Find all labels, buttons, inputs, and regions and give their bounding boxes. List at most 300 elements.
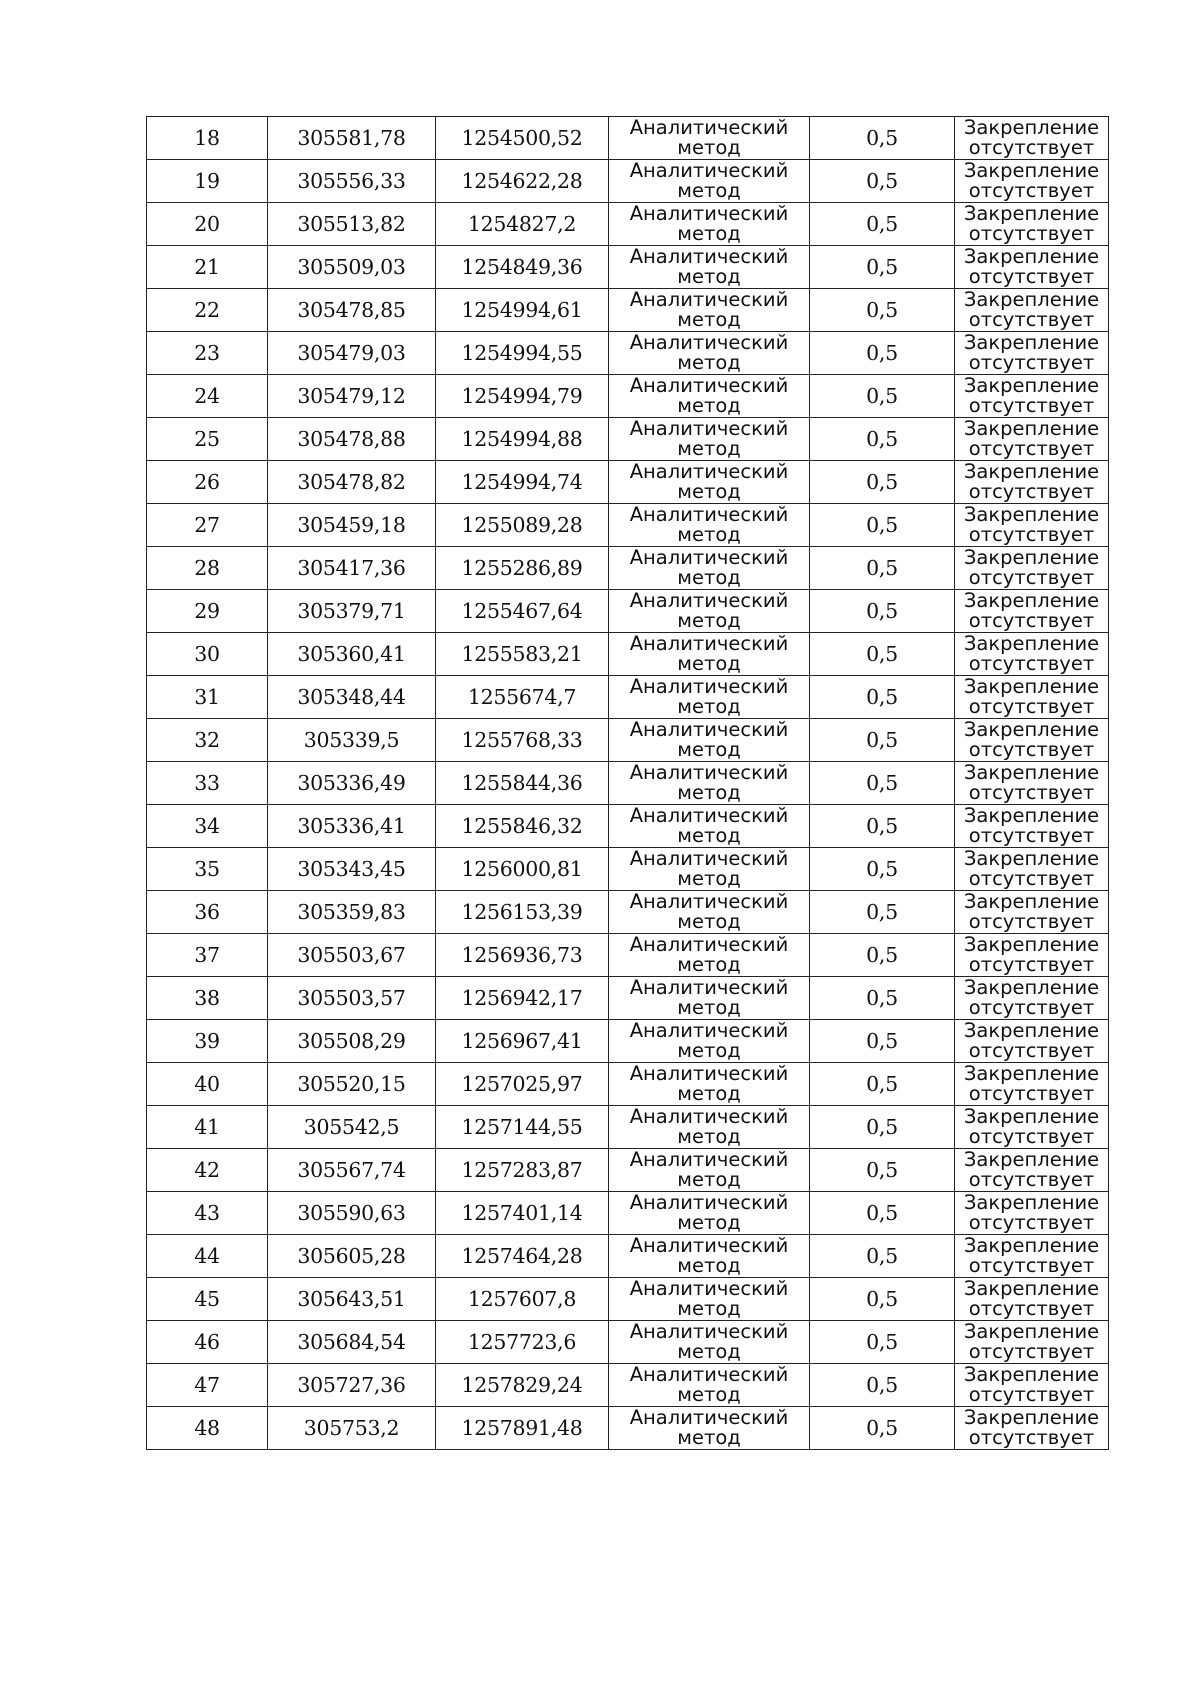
y-coordinate-cell: 1255674,7: [436, 676, 609, 719]
fixing-text-line: отсутствует: [968, 308, 1095, 331]
y-coordinate-cell: 1255286,89: [436, 547, 609, 590]
method-cell: [609, 762, 810, 805]
method-text-line: метод: [677, 308, 741, 331]
method-text-line: метод: [677, 394, 741, 417]
y-coordinate-cell: 1256000,81: [436, 848, 609, 891]
y-coordinate-cell: 1254849,36: [436, 246, 609, 289]
fixing-text-line: отсутствует: [968, 781, 1095, 804]
accuracy-cell: 0,5: [810, 1149, 955, 1192]
x-coordinate-cell: 305513,82: [268, 203, 436, 246]
method-text-line: Аналитический: [629, 933, 789, 956]
method-text-line: Аналитический: [629, 116, 789, 139]
fixing-description-cell: [955, 246, 1109, 289]
method-text-line: метод: [677, 1211, 741, 1234]
point-number-cell: 20: [147, 203, 268, 246]
y-coordinate-cell: 1257723,6: [436, 1321, 609, 1364]
fixing-description-cell: [955, 977, 1109, 1020]
x-coordinate-cell: 305556,33: [268, 160, 436, 203]
method-text-line: Аналитический: [629, 1148, 789, 1171]
fixing-text-line: Закрепление: [963, 417, 1100, 440]
fixing-text-line: Закрепление: [963, 546, 1100, 569]
y-coordinate-cell: 1257283,87: [436, 1149, 609, 1192]
x-coordinate-cell: 305478,88: [268, 418, 436, 461]
point-number-cell: 45: [147, 1278, 268, 1321]
y-coordinate-cell: 1257829,24: [436, 1364, 609, 1407]
point-number-cell: 22: [147, 289, 268, 332]
method-text-line: Аналитический: [629, 761, 789, 784]
fixing-text-line: отсутствует: [968, 996, 1095, 1019]
point-number-cell: 28: [147, 547, 268, 590]
fixing-description-cell: [955, 1278, 1109, 1321]
y-coordinate-cell: 1257401,14: [436, 1192, 609, 1235]
fixing-text-line: Закрепление: [963, 245, 1100, 268]
accuracy-cell: 0,5: [810, 1192, 955, 1235]
accuracy-cell: 0,5: [810, 418, 955, 461]
x-coordinate-cell: 305379,71: [268, 590, 436, 633]
method-text-line: Аналитический: [629, 718, 789, 741]
fixing-text-line: Закрепление: [963, 933, 1100, 956]
method-text-line: Аналитический: [629, 1406, 789, 1429]
x-coordinate-cell: 305520,15: [268, 1063, 436, 1106]
x-coordinate-cell: 305503,57: [268, 977, 436, 1020]
fixing-text-line: Закрепление: [963, 503, 1100, 526]
x-coordinate-cell: 305336,49: [268, 762, 436, 805]
table-row: [147, 504, 1109, 547]
method-text-line: Аналитический: [629, 417, 789, 440]
method-text-line: Аналитический: [629, 546, 789, 569]
fixing-text-line: Закрепление: [963, 804, 1100, 827]
method-cell: [609, 1364, 810, 1407]
x-coordinate-cell: 305459,18: [268, 504, 436, 547]
method-cell: [609, 246, 810, 289]
table-row: [147, 117, 1109, 160]
x-coordinate-cell: 305727,36: [268, 1364, 436, 1407]
accuracy-cell: 0,5: [810, 633, 955, 676]
x-coordinate-cell: 305508,29: [268, 1020, 436, 1063]
fixing-text-line: отсутствует: [968, 1082, 1095, 1105]
table-body: [147, 117, 1109, 1450]
y-coordinate-cell: 1255467,64: [436, 590, 609, 633]
method-text-line: метод: [677, 136, 741, 159]
accuracy-cell: 0,5: [810, 1407, 955, 1450]
x-coordinate-cell: 305479,12: [268, 375, 436, 418]
fixing-description-cell: [955, 1063, 1109, 1106]
table-row: [147, 1364, 1109, 1407]
method-text-line: Аналитический: [629, 675, 789, 698]
method-text-line: метод: [677, 910, 741, 933]
method-cell: [609, 504, 810, 547]
table-row: [147, 461, 1109, 504]
method-cell: [609, 1407, 810, 1450]
method-text-line: метод: [677, 695, 741, 718]
method-text-line: метод: [677, 652, 741, 675]
point-number-cell: 34: [147, 805, 268, 848]
table-row: [147, 1321, 1109, 1364]
method-text-line: метод: [677, 1297, 741, 1320]
x-coordinate-cell: 305479,03: [268, 332, 436, 375]
accuracy-cell: 0,5: [810, 719, 955, 762]
method-text-line: Аналитический: [629, 159, 789, 182]
fixing-description-cell: [955, 418, 1109, 461]
table-row: [147, 977, 1109, 1020]
fixing-text-line: Закрепление: [963, 976, 1100, 999]
table-row: [147, 848, 1109, 891]
method-text-line: метод: [677, 1125, 741, 1148]
method-cell: [609, 160, 810, 203]
point-number-cell: 27: [147, 504, 268, 547]
fixing-text-line: Закрепление: [963, 331, 1100, 354]
table-row: [147, 1235, 1109, 1278]
y-coordinate-cell: 1257464,28: [436, 1235, 609, 1278]
table-row: [147, 203, 1109, 246]
method-text-line: метод: [677, 566, 741, 589]
point-number-cell: 31: [147, 676, 268, 719]
point-number-cell: 26: [147, 461, 268, 504]
fixing-text-line: Закрепление: [963, 460, 1100, 483]
point-number-cell: 47: [147, 1364, 268, 1407]
point-number-cell: 40: [147, 1063, 268, 1106]
method-text-line: Аналитический: [629, 1062, 789, 1085]
fixing-text-line: Закрепление: [963, 1406, 1100, 1429]
method-cell: [609, 977, 810, 1020]
x-coordinate-cell: 305581,78: [268, 117, 436, 160]
fixing-text-line: отсутствует: [968, 1211, 1095, 1234]
table-row: [147, 1106, 1109, 1149]
method-text-line: Аналитический: [629, 331, 789, 354]
fixing-text-line: Закрепление: [963, 1148, 1100, 1171]
fixing-text-line: Закрепление: [963, 288, 1100, 311]
point-number-cell: 41: [147, 1106, 268, 1149]
method-text-line: Аналитический: [629, 847, 789, 870]
fixing-description-cell: [955, 1149, 1109, 1192]
method-cell: [609, 676, 810, 719]
table-row: [147, 160, 1109, 203]
fixing-description-cell: [955, 289, 1109, 332]
table-row: [147, 547, 1109, 590]
coordinates-table: [146, 116, 1109, 1450]
fixing-description-cell: [955, 891, 1109, 934]
x-coordinate-cell: 305503,67: [268, 934, 436, 977]
accuracy-cell: 0,5: [810, 977, 955, 1020]
accuracy-cell: 0,5: [810, 504, 955, 547]
method-text-line: метод: [677, 738, 741, 761]
fixing-description-cell: [955, 676, 1109, 719]
method-cell: [609, 289, 810, 332]
method-text-line: Аналитический: [629, 202, 789, 225]
method-cell: [609, 1278, 810, 1321]
method-cell: [609, 1321, 810, 1364]
method-text-line: метод: [677, 1383, 741, 1406]
accuracy-cell: 0,5: [810, 375, 955, 418]
method-text-line: метод: [677, 222, 741, 245]
method-text-line: Аналитический: [629, 460, 789, 483]
accuracy-cell: 0,5: [810, 1364, 955, 1407]
method-cell: [609, 590, 810, 633]
fixing-text-line: отсутствует: [968, 1039, 1095, 1062]
method-text-line: метод: [677, 1082, 741, 1105]
x-coordinate-cell: 305359,83: [268, 891, 436, 934]
method-cell: [609, 719, 810, 762]
point-number-cell: 23: [147, 332, 268, 375]
y-coordinate-cell: 1255844,36: [436, 762, 609, 805]
point-number-cell: 39: [147, 1020, 268, 1063]
y-coordinate-cell: 1257025,97: [436, 1063, 609, 1106]
fixing-text-line: отсутствует: [968, 179, 1095, 202]
fixing-text-line: Закрепление: [963, 1320, 1100, 1343]
method-cell: [609, 1020, 810, 1063]
fixing-text-line: отсутствует: [968, 1254, 1095, 1277]
table-row: [147, 246, 1109, 289]
x-coordinate-cell: 305643,51: [268, 1278, 436, 1321]
fixing-description-cell: [955, 633, 1109, 676]
method-cell: [609, 332, 810, 375]
fixing-text-line: Закрепление: [963, 847, 1100, 870]
fixing-description-cell: [955, 934, 1109, 977]
fixing-description-cell: [955, 117, 1109, 160]
method-cell: [609, 805, 810, 848]
accuracy-cell: 0,5: [810, 1321, 955, 1364]
table-row: [147, 1149, 1109, 1192]
y-coordinate-cell: 1256936,73: [436, 934, 609, 977]
y-coordinate-cell: 1254994,61: [436, 289, 609, 332]
method-text-line: Аналитический: [629, 1320, 789, 1343]
method-cell: [609, 1106, 810, 1149]
table-row: [147, 1278, 1109, 1321]
fixing-text-line: отсутствует: [968, 265, 1095, 288]
table-row: [147, 590, 1109, 633]
point-number-cell: 37: [147, 934, 268, 977]
method-text-line: Аналитический: [629, 1363, 789, 1386]
accuracy-cell: 0,5: [810, 547, 955, 590]
y-coordinate-cell: 1254994,55: [436, 332, 609, 375]
fixing-text-line: отсутствует: [968, 738, 1095, 761]
x-coordinate-cell: 305336,41: [268, 805, 436, 848]
y-coordinate-cell: 1254500,52: [436, 117, 609, 160]
method-text-line: метод: [677, 781, 741, 804]
fixing-text-line: Закрепление: [963, 116, 1100, 139]
method-text-line: метод: [677, 1168, 741, 1191]
accuracy-cell: 0,5: [810, 461, 955, 504]
fixing-description-cell: [955, 547, 1109, 590]
accuracy-cell: 0,5: [810, 246, 955, 289]
method-text-line: метод: [677, 609, 741, 632]
accuracy-cell: 0,5: [810, 117, 955, 160]
fixing-text-line: отсутствует: [968, 351, 1095, 374]
accuracy-cell: 0,5: [810, 160, 955, 203]
table-row: [147, 719, 1109, 762]
y-coordinate-cell: 1254994,88: [436, 418, 609, 461]
fixing-text-line: Закрепление: [963, 632, 1100, 655]
method-text-line: метод: [677, 179, 741, 202]
point-number-cell: 18: [147, 117, 268, 160]
method-cell: [609, 1192, 810, 1235]
fixing-description-cell: [955, 590, 1109, 633]
table-row: [147, 1063, 1109, 1106]
method-text-line: метод: [677, 1340, 741, 1363]
fixing-description-cell: [955, 375, 1109, 418]
table-row: [147, 1407, 1109, 1450]
fixing-text-line: отсутствует: [968, 437, 1095, 460]
fixing-text-line: отсутствует: [968, 222, 1095, 245]
fixing-text-line: Закрепление: [963, 1019, 1100, 1042]
y-coordinate-cell: 1254994,74: [436, 461, 609, 504]
point-number-cell: 33: [147, 762, 268, 805]
fixing-description-cell: [955, 461, 1109, 504]
fixing-text-line: отсутствует: [968, 523, 1095, 546]
table-row: [147, 418, 1109, 461]
method-text-line: метод: [677, 953, 741, 976]
fixing-text-line: отсутствует: [968, 1125, 1095, 1148]
table-row: [147, 289, 1109, 332]
fixing-text-line: отсутствует: [968, 910, 1095, 933]
y-coordinate-cell: 1255089,28: [436, 504, 609, 547]
method-cell: [609, 934, 810, 977]
point-number-cell: 32: [147, 719, 268, 762]
x-coordinate-cell: 305542,5: [268, 1106, 436, 1149]
table-row: [147, 1020, 1109, 1063]
point-number-cell: 42: [147, 1149, 268, 1192]
fixing-text-line: отсутствует: [968, 1340, 1095, 1363]
fixing-description-cell: [955, 1235, 1109, 1278]
method-text-line: Аналитический: [629, 804, 789, 827]
fixing-text-line: Закрепление: [963, 761, 1100, 784]
accuracy-cell: 0,5: [810, 590, 955, 633]
y-coordinate-cell: 1254622,28: [436, 160, 609, 203]
fixing-text-line: отсутствует: [968, 953, 1095, 976]
point-number-cell: 29: [147, 590, 268, 633]
point-number-cell: 19: [147, 160, 268, 203]
method-text-line: метод: [677, 1254, 741, 1277]
method-cell: [609, 1235, 810, 1278]
method-text-line: метод: [677, 265, 741, 288]
y-coordinate-cell: 1255768,33: [436, 719, 609, 762]
method-cell: [609, 633, 810, 676]
method-text-line: метод: [677, 437, 741, 460]
method-text-line: Аналитический: [629, 632, 789, 655]
method-cell: [609, 418, 810, 461]
accuracy-cell: 0,5: [810, 332, 955, 375]
y-coordinate-cell: 1257891,48: [436, 1407, 609, 1450]
method-text-line: Аналитический: [629, 245, 789, 268]
table-row: [147, 805, 1109, 848]
point-number-cell: 44: [147, 1235, 268, 1278]
accuracy-cell: 0,5: [810, 1063, 955, 1106]
fixing-description-cell: [955, 719, 1109, 762]
method-text-line: метод: [677, 824, 741, 847]
table-row: [147, 676, 1109, 719]
fixing-text-line: отсутствует: [968, 480, 1095, 503]
x-coordinate-cell: 305753,2: [268, 1407, 436, 1450]
x-coordinate-cell: 305360,41: [268, 633, 436, 676]
y-coordinate-cell: 1257144,55: [436, 1106, 609, 1149]
x-coordinate-cell: 305348,44: [268, 676, 436, 719]
method-text-line: Аналитический: [629, 1277, 789, 1300]
fixing-text-line: Закрепление: [963, 159, 1100, 182]
accuracy-cell: 0,5: [810, 1020, 955, 1063]
method-text-line: метод: [677, 480, 741, 503]
method-text-line: метод: [677, 996, 741, 1019]
y-coordinate-cell: 1257607,8: [436, 1278, 609, 1321]
point-number-cell: 25: [147, 418, 268, 461]
fixing-text-line: Закрепление: [963, 675, 1100, 698]
accuracy-cell: 0,5: [810, 805, 955, 848]
x-coordinate-cell: 305339,5: [268, 719, 436, 762]
x-coordinate-cell: 305509,03: [268, 246, 436, 289]
accuracy-cell: 0,5: [810, 1235, 955, 1278]
fixing-text-line: отсутствует: [968, 695, 1095, 718]
fixing-text-line: отсутствует: [968, 867, 1095, 890]
point-number-cell: 24: [147, 375, 268, 418]
fixing-description-cell: [955, 805, 1109, 848]
fixing-text-line: отсутствует: [968, 1426, 1095, 1449]
y-coordinate-cell: 1255846,32: [436, 805, 609, 848]
method-cell: [609, 547, 810, 590]
y-coordinate-cell: 1254827,2: [436, 203, 609, 246]
table-row: [147, 633, 1109, 676]
method-text-line: Аналитический: [629, 503, 789, 526]
fixing-text-line: Закрепление: [963, 1234, 1100, 1257]
method-text-line: метод: [677, 523, 741, 546]
method-cell: [609, 375, 810, 418]
method-text-line: Аналитический: [629, 288, 789, 311]
y-coordinate-cell: 1256942,17: [436, 977, 609, 1020]
method-text-line: Аналитический: [629, 890, 789, 913]
fixing-text-line: Закрепление: [963, 1062, 1100, 1085]
fixing-text-line: Закрепление: [963, 1277, 1100, 1300]
fixing-text-line: отсутствует: [968, 1383, 1095, 1406]
fixing-text-line: отсутствует: [968, 394, 1095, 417]
x-coordinate-cell: 305567,74: [268, 1149, 436, 1192]
method-text-line: Аналитический: [629, 589, 789, 612]
point-number-cell: 36: [147, 891, 268, 934]
method-cell: [609, 461, 810, 504]
x-coordinate-cell: 305684,54: [268, 1321, 436, 1364]
point-number-cell: 43: [147, 1192, 268, 1235]
method-text-line: Аналитический: [629, 1105, 789, 1128]
method-text-line: Аналитический: [629, 1234, 789, 1257]
accuracy-cell: 0,5: [810, 762, 955, 805]
fixing-description-cell: [955, 1407, 1109, 1450]
table-row: [147, 1192, 1109, 1235]
table-row: [147, 332, 1109, 375]
method-text-line: Аналитический: [629, 1191, 789, 1214]
point-number-cell: 38: [147, 977, 268, 1020]
fixing-description-cell: [955, 504, 1109, 547]
fixing-description-cell: [955, 1020, 1109, 1063]
fixing-text-line: отсутствует: [968, 136, 1095, 159]
x-coordinate-cell: 305478,85: [268, 289, 436, 332]
table-row: [147, 891, 1109, 934]
method-cell: [609, 848, 810, 891]
fixing-description-cell: [955, 160, 1109, 203]
fixing-description-cell: [955, 848, 1109, 891]
point-number-cell: 35: [147, 848, 268, 891]
method-cell: [609, 1149, 810, 1192]
accuracy-cell: 0,5: [810, 848, 955, 891]
y-coordinate-cell: 1256967,41: [436, 1020, 609, 1063]
fixing-text-line: Закрепление: [963, 374, 1100, 397]
method-text-line: метод: [677, 867, 741, 890]
fixing-text-line: отсутствует: [968, 609, 1095, 632]
method-cell: [609, 203, 810, 246]
method-cell: [609, 1063, 810, 1106]
table-row: [147, 762, 1109, 805]
table-row: [147, 375, 1109, 418]
y-coordinate-cell: 1254994,79: [436, 375, 609, 418]
point-number-cell: 21: [147, 246, 268, 289]
x-coordinate-cell: 305605,28: [268, 1235, 436, 1278]
fixing-text-line: Закрепление: [963, 890, 1100, 913]
